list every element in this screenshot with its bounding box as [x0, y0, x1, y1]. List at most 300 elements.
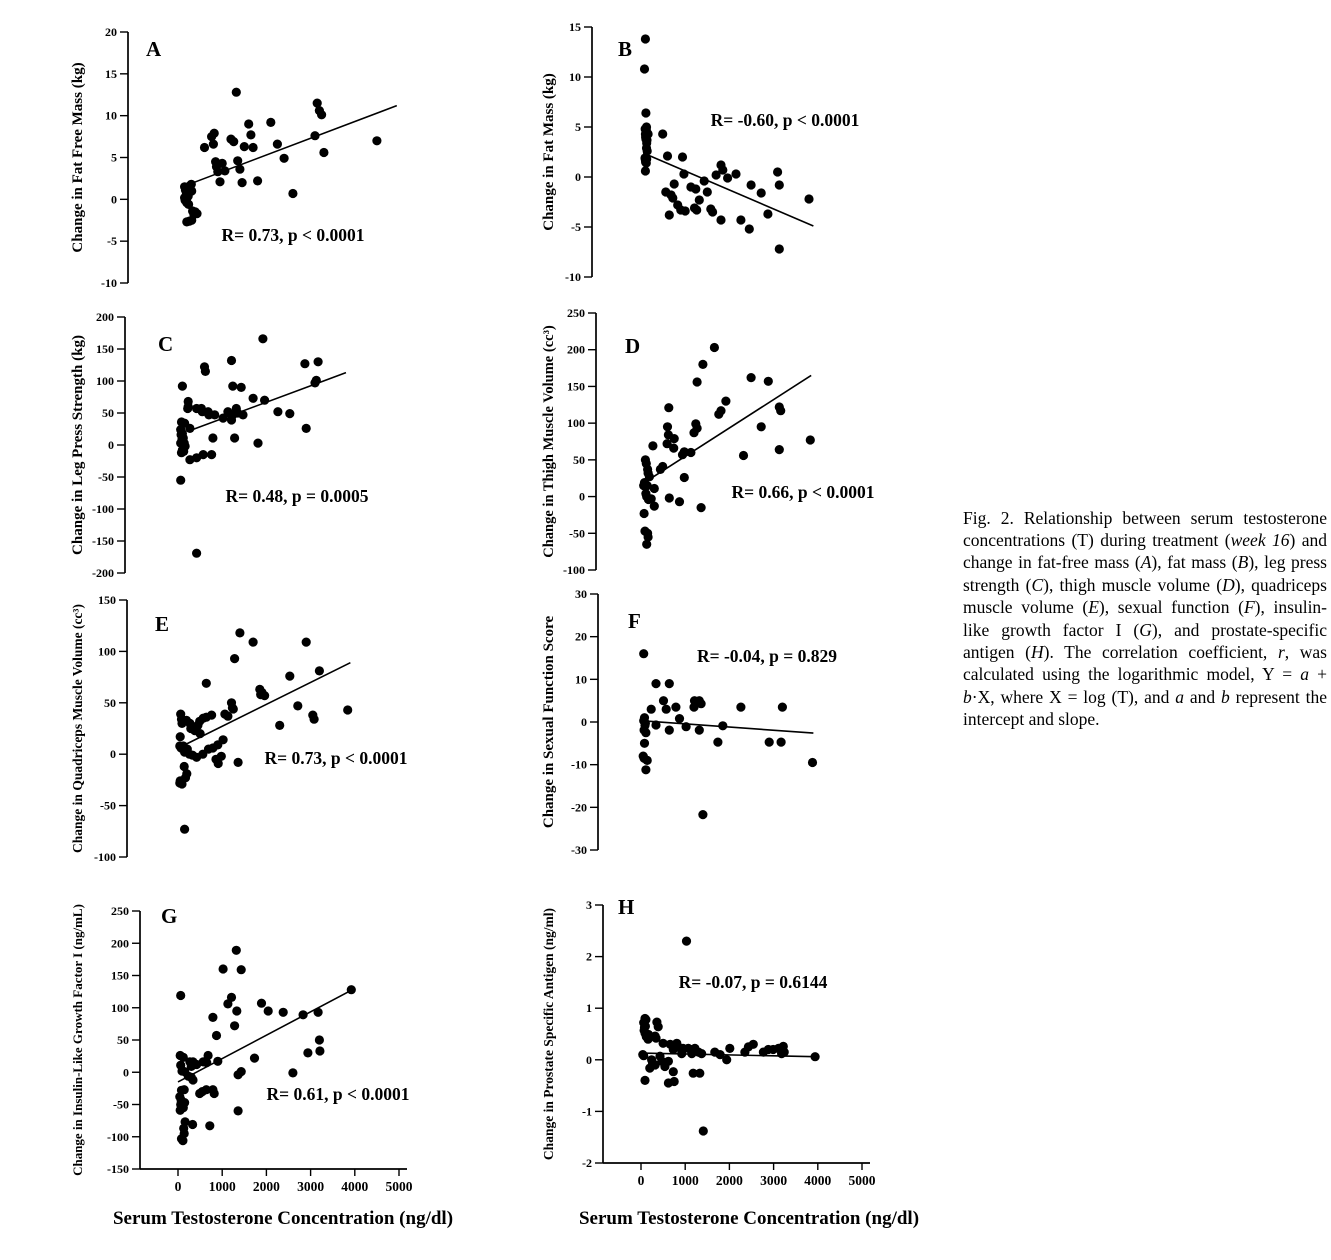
- data-point: [695, 1069, 704, 1078]
- data-point: [273, 407, 282, 416]
- x-tick-label: 4000: [804, 1173, 832, 1188]
- data-point: [240, 142, 249, 151]
- y-tick-label: 250: [567, 306, 585, 320]
- data-point: [718, 165, 727, 174]
- data-point: [196, 729, 205, 738]
- y-axis-title: Change in Fat Free Mass (kg): [70, 62, 86, 253]
- caption-segment: , was calculated using the logarithmic model, Y =: [963, 641, 1327, 685]
- data-point: [671, 703, 680, 712]
- data-point: [640, 739, 649, 748]
- x-tick-label: 4000: [341, 1179, 369, 1194]
- caption-segment: ). The correlation coefficient,: [1043, 641, 1278, 662]
- data-point: [654, 1022, 663, 1031]
- y-tick-label: -150: [92, 534, 114, 548]
- data-point: [643, 756, 652, 765]
- data-point: [205, 1121, 214, 1130]
- data-point: [180, 825, 189, 834]
- data-point: [202, 679, 211, 688]
- data-point: [640, 64, 649, 73]
- y-tick-label: 100: [111, 1000, 129, 1015]
- figure-caption: [963, 507, 1327, 731]
- data-point: [176, 991, 185, 1000]
- caption-segment: and: [1184, 686, 1221, 707]
- x-tick-label: 2000: [715, 1173, 743, 1188]
- data-point: [698, 810, 707, 819]
- data-point: [778, 703, 787, 712]
- y-tick-label: -5: [107, 234, 117, 249]
- caption-segment: B: [1237, 552, 1249, 573]
- y-tick-label: 50: [102, 406, 114, 420]
- data-point: [736, 215, 745, 224]
- data-point: [678, 152, 687, 161]
- data-point: [188, 1120, 197, 1129]
- x-tick-label: 5000: [848, 1173, 876, 1188]
- data-point: [232, 1006, 241, 1015]
- caption-segment: D: [1222, 574, 1235, 595]
- y-tick-label: 3: [586, 898, 592, 912]
- caption-segment: ·X, where X = log (T), and: [971, 686, 1176, 707]
- y-axis-title: Change in Thigh Muscle Volume (cc³): [541, 325, 557, 558]
- caption-segment: ), leg press strength (: [963, 552, 1327, 595]
- data-point: [229, 137, 238, 146]
- data-point: [212, 1031, 221, 1040]
- data-point: [249, 394, 258, 403]
- y-tick-label: 200: [567, 342, 585, 357]
- data-point: [210, 129, 219, 138]
- y-tick-label: 0: [123, 1065, 129, 1080]
- y-tick-label: 0: [579, 489, 585, 504]
- caption-segment: week 16: [1230, 529, 1290, 550]
- caption-segment: ), and prostate-specific antigen (: [963, 619, 1328, 662]
- y-axis-title: Change in Fat Mass (kg): [541, 73, 557, 231]
- scatter-points: [639, 343, 815, 549]
- data-point: [213, 1057, 222, 1066]
- data-point: [314, 357, 323, 366]
- data-point: [178, 382, 187, 391]
- y-tick-label: -100: [107, 1129, 129, 1144]
- data-point: [775, 180, 784, 189]
- y-tick-label: 15: [105, 66, 117, 81]
- data-point: [285, 672, 294, 681]
- panel-c-chart: [58, 303, 528, 595]
- data-point: [302, 424, 311, 433]
- y-tick-label: 0: [108, 438, 114, 452]
- caption-segment: F: [1243, 597, 1255, 618]
- caption-segment: b: [963, 686, 972, 707]
- stats-label: R= -0.04, p = 0.829: [696, 646, 838, 666]
- data-point: [209, 140, 218, 149]
- data-point: [658, 462, 667, 471]
- y-tick-label: 10: [575, 672, 587, 687]
- x-tick-label: 3000: [760, 1173, 788, 1188]
- data-point: [680, 473, 689, 482]
- y-axis-title: Change in Leg Press Strength (kg): [70, 335, 86, 555]
- data-point: [315, 1046, 324, 1055]
- y-tick-label: 150: [98, 593, 116, 607]
- data-point: [765, 738, 774, 747]
- data-point: [682, 937, 691, 946]
- y-tick-label: 0: [581, 715, 587, 729]
- data-point: [187, 186, 196, 195]
- data-point: [725, 1044, 734, 1053]
- data-point: [234, 1106, 243, 1115]
- data-point: [275, 721, 284, 730]
- data-point: [641, 728, 650, 737]
- data-point: [235, 628, 244, 637]
- data-point: [644, 129, 653, 138]
- x-tick-label: 5000: [385, 1179, 413, 1194]
- data-point: [745, 224, 754, 233]
- data-point: [775, 244, 784, 253]
- data-point: [641, 166, 650, 175]
- panel-e-chart: [58, 588, 528, 880]
- x-tick-label: 1000: [671, 1173, 699, 1188]
- y-tick-label: 0: [575, 170, 581, 184]
- y-tick-label: 100: [567, 416, 585, 431]
- y-tick-label: 100: [96, 374, 114, 388]
- data-point: [208, 1013, 217, 1022]
- data-point: [736, 703, 745, 712]
- data-point: [641, 108, 650, 117]
- data-point: [223, 999, 232, 1008]
- data-point: [315, 1035, 324, 1044]
- data-point: [697, 699, 706, 708]
- scatter-points: [175, 946, 356, 1145]
- y-tick-label: 250: [111, 904, 129, 918]
- data-point: [777, 738, 786, 747]
- data-point: [315, 666, 324, 675]
- data-point: [202, 1058, 211, 1067]
- y-axis-title: Change in Prostate Specific Antigen (ng/ml): [541, 907, 556, 1161]
- y-tick-label: -50: [100, 798, 116, 813]
- y-tick-label: -50: [569, 526, 585, 541]
- data-point: [650, 484, 659, 493]
- data-point: [302, 638, 311, 647]
- data-point: [372, 136, 381, 145]
- data-point: [764, 377, 773, 386]
- data-point: [665, 493, 674, 502]
- data-point: [299, 1010, 308, 1019]
- data-point: [722, 1055, 731, 1064]
- data-point: [692, 205, 701, 214]
- y-tick-label: 200: [96, 310, 114, 324]
- panel-g-chart: [58, 878, 528, 1230]
- data-point: [808, 758, 817, 767]
- data-point: [670, 179, 679, 188]
- x-tick-label: 1000: [208, 1179, 236, 1194]
- caption-segment: +: [1308, 664, 1327, 685]
- data-point: [665, 726, 674, 735]
- y-tick-label: 200: [111, 936, 129, 951]
- data-point: [639, 1051, 648, 1060]
- panel-d-chart: [523, 298, 993, 595]
- y-tick-label: 0: [586, 1052, 592, 1067]
- data-point: [310, 378, 319, 387]
- data-point: [693, 377, 702, 386]
- y-axis-title: Change in Sexual Function Score: [541, 615, 557, 829]
- caption-segment: A: [1140, 552, 1152, 573]
- panel-letter: E: [155, 612, 170, 636]
- stats-label: R= 0.73, p < 0.0001: [221, 225, 365, 245]
- caption-segment: ), fat mass (: [1151, 552, 1238, 573]
- y-tick-label: 100: [98, 644, 116, 659]
- data-point: [773, 167, 782, 176]
- data-point: [230, 654, 239, 663]
- data-point: [703, 187, 712, 196]
- data-point: [238, 178, 247, 187]
- panel-letter: F: [628, 609, 641, 633]
- data-point: [210, 1089, 219, 1098]
- y-tick-label: 10: [569, 70, 581, 84]
- data-point: [648, 441, 657, 450]
- panel-b-chart: [523, 8, 993, 300]
- y-tick-label: 20: [575, 629, 587, 644]
- data-point: [200, 143, 209, 152]
- data-point: [681, 206, 690, 215]
- data-point: [314, 1008, 323, 1017]
- data-point: [192, 209, 201, 218]
- y-tick-label: 30: [575, 587, 587, 601]
- x-axis-title-left: Serum Testosterone Concentration (ng/dl): [112, 1208, 454, 1229]
- data-point: [691, 184, 700, 193]
- scatter-points: [180, 88, 382, 227]
- data-point: [219, 735, 228, 744]
- stats-label: R= 0.48, p = 0.0005: [225, 486, 369, 506]
- data-point: [280, 154, 289, 163]
- panel-letter: B: [618, 37, 633, 61]
- data-point: [686, 448, 695, 457]
- caption-segment: G: [1139, 619, 1152, 640]
- y-tick-label: 150: [567, 379, 585, 394]
- caption-segment: ) and change in fat-free mass (: [963, 529, 1327, 573]
- data-point: [713, 738, 722, 747]
- y-tick-label: 20: [105, 25, 117, 39]
- data-point: [347, 985, 356, 994]
- data-point: [700, 176, 709, 185]
- data-point: [293, 701, 302, 710]
- data-point: [757, 188, 766, 197]
- data-point: [718, 721, 727, 730]
- caption-segment: ), sexual function (: [1098, 597, 1244, 618]
- data-point: [185, 424, 194, 433]
- caption-segment: a: [1300, 664, 1309, 685]
- y-tick-label: -10: [565, 270, 581, 284]
- data-point: [747, 373, 756, 382]
- data-point: [219, 964, 228, 973]
- data-point: [215, 177, 224, 186]
- data-point: [258, 334, 267, 343]
- data-point: [669, 1067, 678, 1076]
- data-point: [230, 1021, 239, 1030]
- data-point: [675, 497, 684, 506]
- data-point: [721, 397, 730, 406]
- caption-segment: Fig. 2. Relationship between serum testosterone concentrations (T) during treatment (: [963, 507, 1327, 550]
- data-point: [697, 503, 706, 512]
- y-tick-label: 50: [573, 452, 585, 467]
- y-tick-label: 5: [575, 120, 581, 134]
- data-point: [207, 450, 216, 459]
- y-tick-label: -20: [571, 800, 587, 815]
- data-point: [192, 549, 201, 558]
- data-point: [776, 406, 785, 415]
- data-point: [214, 759, 223, 768]
- data-point: [723, 173, 732, 182]
- y-tick-label: 2: [586, 949, 592, 964]
- data-point: [641, 765, 650, 774]
- data-point: [310, 131, 319, 140]
- data-point: [670, 1077, 679, 1086]
- data-point: [220, 710, 229, 719]
- data-point: [232, 946, 241, 955]
- data-point: [249, 638, 258, 647]
- data-point: [264, 1006, 273, 1015]
- data-point: [731, 169, 740, 178]
- data-point: [233, 156, 242, 165]
- data-point: [714, 410, 723, 419]
- y-tick-label: 50: [117, 1033, 129, 1047]
- data-point: [201, 367, 210, 376]
- caption-segment: b: [1221, 686, 1230, 707]
- data-point: [178, 1136, 187, 1145]
- data-point: [739, 451, 748, 460]
- y-tick-label: 15: [569, 20, 581, 34]
- y-tick-label: -100: [563, 563, 585, 577]
- data-point: [710, 343, 719, 352]
- data-point: [679, 169, 688, 178]
- y-tick-label: -1: [582, 1104, 592, 1119]
- data-point: [244, 119, 253, 128]
- data-point: [642, 154, 651, 163]
- stats-label: R= -0.60, p < 0.0001: [710, 110, 860, 130]
- x-tick-label: 2000: [252, 1179, 280, 1194]
- data-point: [234, 758, 243, 767]
- data-point: [780, 1048, 789, 1057]
- y-tick-label: -10: [571, 757, 587, 772]
- data-point: [639, 649, 648, 658]
- data-point: [183, 404, 192, 413]
- y-tick-label: 150: [96, 342, 114, 356]
- data-point: [260, 691, 269, 700]
- data-point: [343, 705, 352, 714]
- caption-segment: represent the intercept and slope.: [963, 686, 1327, 730]
- data-point: [188, 1075, 197, 1084]
- data-point: [207, 711, 216, 720]
- data-point: [177, 779, 186, 788]
- caption-segment: C: [1031, 574, 1044, 595]
- data-point: [716, 215, 725, 224]
- data-point: [664, 403, 673, 412]
- data-point: [220, 166, 229, 175]
- data-point: [227, 356, 236, 365]
- data-point: [177, 448, 186, 457]
- data-point: [237, 965, 246, 974]
- panel-h-chart: [523, 878, 993, 1230]
- data-point: [285, 409, 294, 418]
- y-tick-label: -10: [101, 276, 117, 290]
- x-axis-title-right: Serum Testosterone Concentration (ng/dl): [578, 1208, 920, 1229]
- data-point: [176, 1106, 185, 1115]
- stats-label: R= -0.07, p = 0.6144: [678, 972, 828, 992]
- caption-segment: a: [1175, 686, 1184, 707]
- scatter-points: [639, 649, 818, 819]
- panel-f-chart: [523, 588, 993, 880]
- y-tick-label: -5: [571, 220, 581, 234]
- stats-label: R= 0.73, p < 0.0001: [264, 748, 408, 768]
- data-point: [651, 720, 660, 729]
- data-point: [804, 194, 813, 203]
- data-point: [650, 502, 659, 511]
- data-point: [176, 476, 185, 485]
- data-point: [266, 118, 275, 127]
- caption-segment: r: [1277, 641, 1285, 662]
- data-point: [232, 88, 241, 97]
- data-point: [253, 439, 262, 448]
- data-point: [288, 189, 297, 198]
- panel-letter: A: [146, 37, 162, 61]
- y-tick-label: -50: [113, 1097, 129, 1112]
- caption-segment: H: [1030, 641, 1044, 662]
- panel-letter: G: [161, 904, 178, 928]
- y-tick-label: 150: [111, 968, 129, 983]
- data-point: [176, 732, 185, 741]
- data-point: [664, 1057, 673, 1066]
- data-point: [310, 715, 319, 724]
- data-point: [237, 1067, 246, 1076]
- y-tick-label: -100: [94, 850, 116, 864]
- data-point: [662, 705, 671, 714]
- panel-letter: C: [158, 332, 174, 356]
- data-point: [257, 999, 266, 1008]
- data-point: [230, 433, 239, 442]
- data-point: [192, 1060, 201, 1069]
- data-point: [317, 110, 326, 119]
- y-tick-label: -100: [92, 502, 114, 516]
- data-point: [300, 359, 309, 368]
- y-tick-label: 10: [105, 108, 117, 123]
- y-tick-label: -30: [571, 843, 587, 857]
- data-point: [651, 679, 660, 688]
- y-tick-label: -2: [582, 1156, 592, 1170]
- data-point: [697, 1049, 706, 1058]
- panel-letter: D: [625, 334, 641, 358]
- data-point: [642, 540, 651, 549]
- data-point: [708, 207, 717, 216]
- y-axis-title: Change in Insulin-Like Growth Factor I (ng/mL): [70, 904, 85, 1176]
- data-point: [811, 1052, 820, 1061]
- x-tick-label: 3000: [297, 1179, 325, 1194]
- data-point: [647, 705, 656, 714]
- data-point: [227, 415, 236, 424]
- y-tick-label: 0: [110, 747, 116, 762]
- y-tick-label: -150: [107, 1162, 129, 1176]
- data-point: [210, 410, 219, 419]
- data-point: [249, 143, 258, 152]
- data-point: [757, 422, 766, 431]
- data-point: [749, 1040, 758, 1049]
- data-point: [678, 450, 687, 459]
- data-point: [658, 129, 667, 138]
- data-point: [806, 435, 815, 444]
- scatter-points: [176, 334, 323, 558]
- scatter-points: [175, 628, 352, 834]
- x-tick-label: 0: [174, 1179, 182, 1194]
- data-point: [763, 209, 772, 218]
- caption-segment: ), thigh muscle volume (: [1043, 574, 1223, 595]
- data-point: [699, 1126, 708, 1135]
- regression-line: [182, 663, 350, 746]
- data-point: [665, 210, 674, 219]
- data-point: [663, 422, 672, 431]
